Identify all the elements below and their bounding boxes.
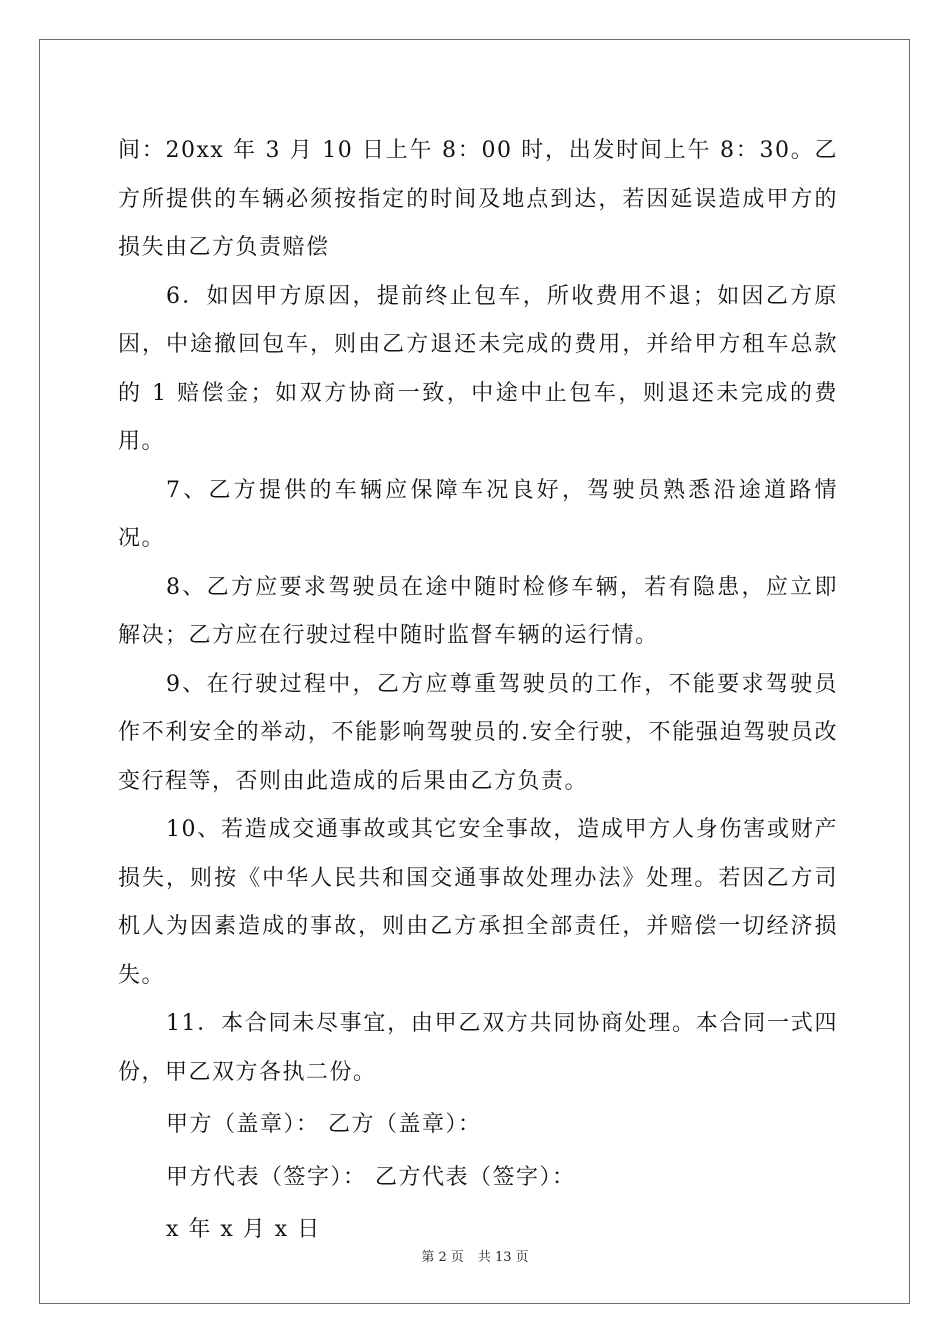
page-number: 第 2 页	[421, 1250, 464, 1265]
signature-representative-line: 甲方代表（签字）： 乙方代表（签字）：	[166, 1164, 576, 1190]
paragraph-clause-6: 6．如因甲方原因，提前终止包车，所收费用不退；如因乙方原因，中途撤回包车，则由乙方退还未完成的费用，并给甲方租车总款的 1 赔偿金；如双方协商一致，中途中止包车，则退还未完成的费用。	[118, 283, 838, 454]
paragraph-clause-11: 11．本合同未尽事宜，由甲乙双方共同协商处理。本合同一式四份，甲乙双方各执二份。	[118, 1011, 838, 1085]
page-total: 共 13 页	[477, 1250, 529, 1265]
paragraph-continuation: 间：20xx 年 3 月 10 日上午 8：00 时，出发时间上午 8：30。乙方所提供的车辆必须按指定的时间及地点到达，若因延误造成甲方的损失由乙方负责赔偿	[118, 138, 838, 260]
paragraph-clause-9: 9、在行驶过程中，乙方应尊重驾驶员的工作，不能要求驾驶员作不利安全的举动，不能影响驾驶员的.安全行驶，不能强迫驾驶员改变行程等，否则由此造成的后果由乙方负责。	[118, 671, 838, 794]
signature-date-line: x 年 x 月 x 日	[166, 1217, 321, 1242]
signature-seal-line: 甲方（盖章）： 乙方（盖章）：	[166, 1112, 482, 1137]
paragraph-clause-10: 10、若造成交通事故或其它安全事故，造成甲方人身伤害或财产损失，则按《中华人民共和国交通事故处理办法》处理。若因乙方司机人为因素造成的事故，则由乙方承担全部责任，并赔偿一切经济损失。	[118, 817, 838, 988]
page-footer	[0, 1246, 950, 1265]
paragraph-clause-8: 8、乙方应要求驾驶员在途中随时检修车辆，若有隐患，应立即解决；乙方应在行驶过程中随时监督车辆的运行情。	[118, 574, 838, 648]
paragraph-clause-7: 7、乙方提供的车辆应保障车况良好，驾驶员熟悉沿途道路情况。	[118, 477, 838, 551]
document-body	[118, 127, 838, 1255]
